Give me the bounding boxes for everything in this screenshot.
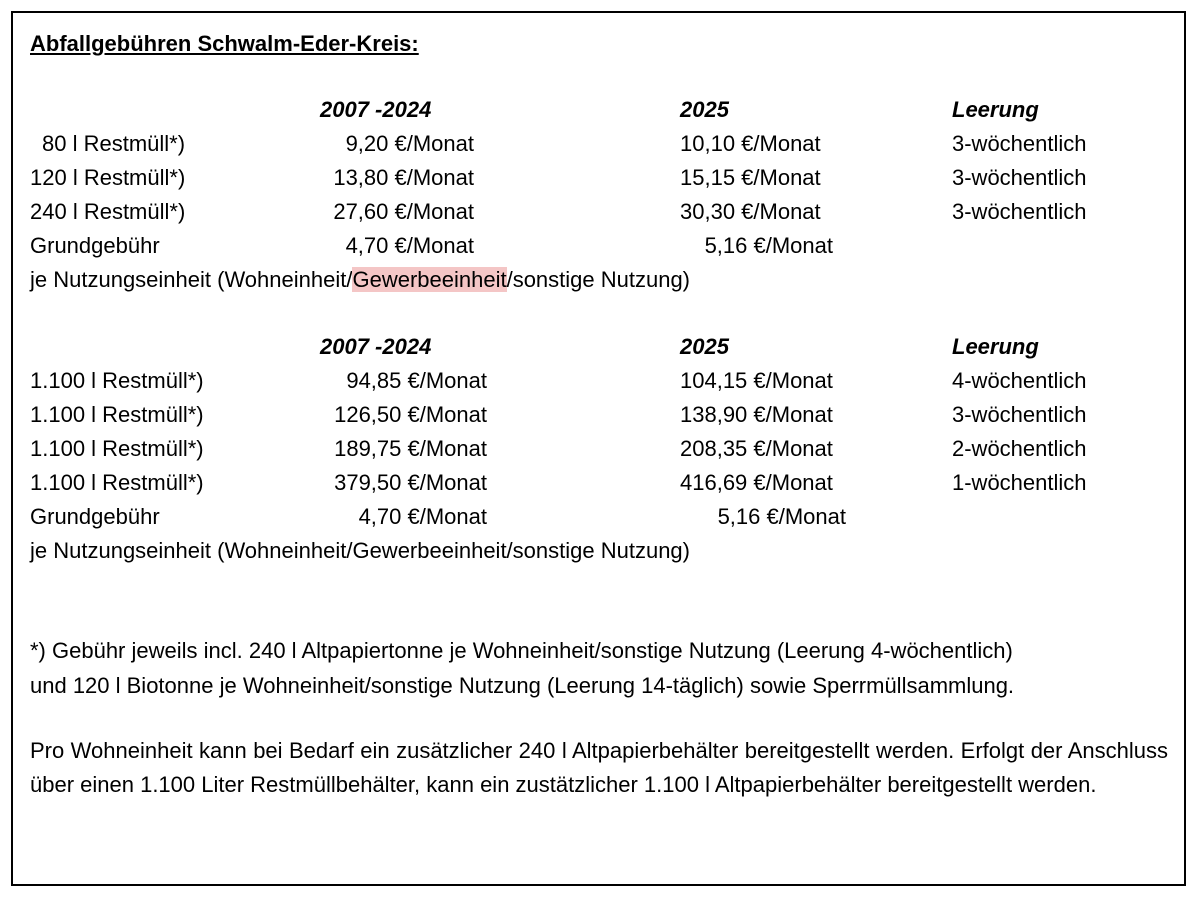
- document-title: Abfallgebühren Schwalm-Eder-Kreis:: [30, 31, 419, 56]
- t1-header-period1: 2007 -2024: [320, 97, 432, 122]
- footnote-line-2: und 120 l Biotonne je Wohneinheit/sonstige Nutzung (Leerung 14-täglich) sowie Sperrmüllsammlung.: [30, 673, 1015, 698]
- t1-note: [30, 267, 690, 293]
- t2-row-price-2025: 416,69 €/Monat: [680, 470, 833, 495]
- t2-row-leerung: 4-wöchentlich: [952, 368, 1087, 393]
- t1-row-price-2025: 5,16 €/Monat: [704, 233, 833, 258]
- t1-row-label: 80 l Restmüll*): [42, 131, 186, 156]
- t2-row-price-2025: 5,16 €/Monat: [717, 504, 846, 529]
- t2-header-period1: 2007 -2024: [320, 334, 432, 359]
- t2-row-price-2007: 4,70 €/Monat: [358, 504, 487, 529]
- t1-row-label: 240 l Restmüll*): [30, 199, 186, 224]
- t2-note: je Nutzungseinheit (Wohneinheit/Gewerbeeinheit/sonstige Nutzung): [30, 538, 690, 563]
- t2-row-price-2007: 379,50 €/Monat: [334, 470, 487, 495]
- t1-header-period2: 2025: [680, 97, 729, 122]
- t2-row-label: Grundgebühr: [30, 504, 160, 529]
- t2-row-leerung: 1-wöchentlich: [952, 470, 1087, 495]
- t1-row-price-2007: 4,70 €/Monat: [345, 233, 474, 258]
- t1-row-label: Grundgebühr: [30, 233, 160, 258]
- t1-note-text-end: /sonstige Nutzung): [506, 267, 691, 292]
- footnote-line-1: *) Gebühr jeweils incl. 240 l Altpapiertonne je Wohneinheit/sonstige Nutzung (Leerung 4-wöchentlich): [30, 638, 1013, 663]
- t1-note-highlight: Gewerbeeinheit: [352, 267, 507, 292]
- t2-row-leerung: 2-wöchentlich: [952, 436, 1087, 461]
- t1-row-price-2007: 13,80 €/Monat: [333, 165, 474, 190]
- info-paragraph: Pro Wohneinheit kann bei Bedarf ein zusätzlicher 240 l Altpapierbehälter bereitgestellt werden. Erfolgt der Anschluss über einen 1.100 Liter Restmüllbehälter, kann ein zustätzlicher 1.100 l Altpapierbehälter bereitgestellt werden.: [30, 738, 1168, 797]
- t2-row-label: 1.100 l Restmüll*): [30, 436, 204, 461]
- t2-row-price-2007: 94,85 €/Monat: [346, 368, 487, 393]
- t2-row-price-2025: 208,35 €/Monat: [680, 436, 833, 461]
- t1-row-price-2025: 10,10 €/Monat: [680, 131, 821, 156]
- t1-row-label: 120 l Restmüll*): [30, 165, 186, 190]
- t2-row-price-2025: 138,90 €/Monat: [680, 402, 833, 427]
- t1-row-price-2007: 9,20 €/Monat: [345, 131, 474, 156]
- t2-row-price-2025: 104,15 €/Monat: [680, 368, 833, 393]
- t2-row-price-2007: 126,50 €/Monat: [334, 402, 487, 427]
- t1-row-price-2025: 15,15 €/Monat: [680, 165, 821, 190]
- t1-row-leerung: 3-wöchentlich: [952, 131, 1087, 156]
- t1-row-leerung: 3-wöchentlich: [952, 165, 1087, 190]
- t2-row-label: 1.100 l Restmüll*): [30, 402, 204, 427]
- t1-header-leerung: Leerung: [952, 97, 1039, 122]
- t1-row-price-2025: 30,30 €/Monat: [680, 199, 821, 224]
- t2-row-leerung: 3-wöchentlich: [952, 402, 1087, 427]
- t2-row-price-2007: 189,75 €/Monat: [334, 436, 487, 461]
- t2-header-leerung: Leerung: [952, 334, 1039, 359]
- t1-row-leerung: 3-wöchentlich: [952, 199, 1087, 224]
- t2-header-period2: 2025: [680, 334, 729, 359]
- t1-row-price-2007: 27,60 €/Monat: [333, 199, 474, 224]
- t1-note-text: je Nutzungseinheit (Wohneinheit/: [30, 267, 353, 292]
- t2-row-label: 1.100 l Restmüll*): [30, 470, 204, 495]
- t2-row-label: 1.100 l Restmüll*): [30, 368, 204, 393]
